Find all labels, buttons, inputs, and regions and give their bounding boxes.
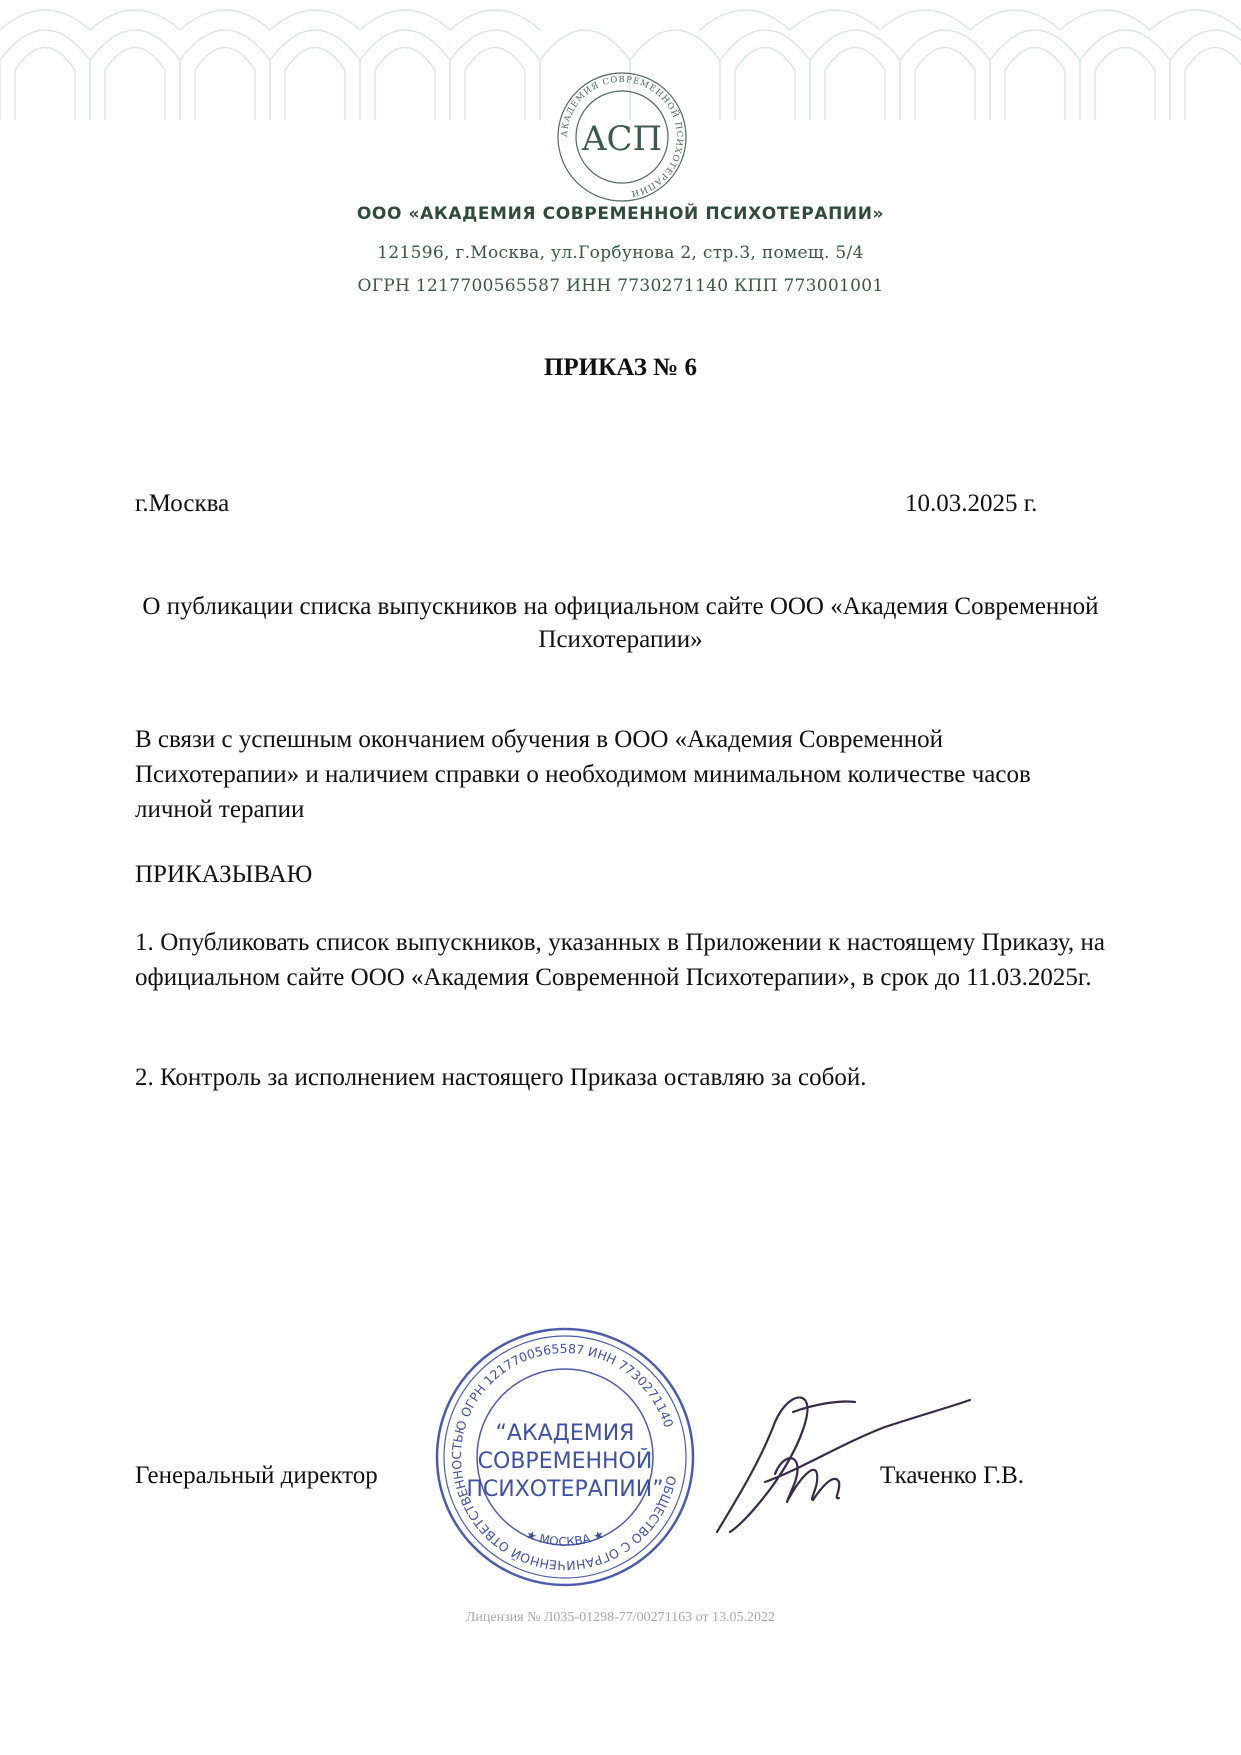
svg-text:ACΠ: ACΠ — [581, 119, 663, 159]
license-footer: Лицензия № Л035-01298-77/00271163 от 13.05.2022 — [465, 1610, 776, 1625]
director-signature — [705, 1382, 975, 1552]
svg-text:ОБЩЕСТВО С ОГРАНИЧЕННОЙ ОТВЕТС: ОБЩЕСТВО С ОГРАНИЧЕННОЙ ОТВЕТСТВЕННОСТЬЮ ОГРН 1217700565587 ИНН 7730271140 — [448, 1340, 680, 1574]
org-registration: ОГРН 1217700565587 ИНН 7730271140 КПП 773001001 — [357, 276, 884, 296]
org-address: 121596, г.Москва, ул.Горбунова 2, стр.3, помещ. 5/4 — [377, 243, 864, 263]
svg-text:“АКАДЕМИЯ: “АКАДЕМИЯ — [495, 1421, 635, 1446]
svg-text:АКАДЕМИЯ СОВРЕМЕННОЙ ПСИХОТЕРА: АКАДЕМИЯ СОВРЕМЕННОЙ ПСИХОТЕРАПИИ — [559, 74, 685, 199]
order-intro: В связи с успешным окончанием обучения в ООО «Академия Современной Психотерапии» и наличием справки о необходимом минимальном количестве часов личной терапии — [135, 726, 1031, 823]
svg-text:СОВРЕМЕННОЙ: СОВРЕМЕННОЙ — [477, 1449, 653, 1474]
company-stamp — [430, 1322, 700, 1592]
order-item-1: 1. Опубликовать список выпускников, указанных в Приложении к настоящему Приказу, на официальном сайте ООО «Академия Современной Психотерапии», в срок до 11.03.2025г. — [135, 929, 1105, 991]
svg-text:★ МОСКВА ★: ★ МОСКВА ★ — [523, 1526, 607, 1549]
order-city: г.Москва — [135, 490, 230, 517]
order-subject: О публикации списка выпускников на официальном сайте ООО «Академия Современной Психотерапии» — [142, 593, 1099, 653]
order-title: ПРИКАЗ № 6 — [543, 354, 698, 381]
signer-role: Генеральный директор — [135, 1462, 378, 1489]
svg-text:ПСИХОТЕРАПИИ”: ПСИХОТЕРАПИИ” — [466, 1477, 664, 1502]
order-item-2: 2. Контроль за исполнением настоящего Приказа оставляю за собой. — [135, 1064, 867, 1091]
academy-logo — [555, 70, 689, 204]
org-name: ООО «АКАДЕМИЯ СОВРЕМЕННОЙ ПСИХОТЕРАПИИ» — [356, 204, 885, 224]
order-decree: ПРИКАЗЫВАЮ — [135, 861, 313, 888]
signer-name: Ткаченко Г.В. — [880, 1462, 1024, 1489]
order-date: 10.03.2025 г. — [905, 490, 1038, 517]
